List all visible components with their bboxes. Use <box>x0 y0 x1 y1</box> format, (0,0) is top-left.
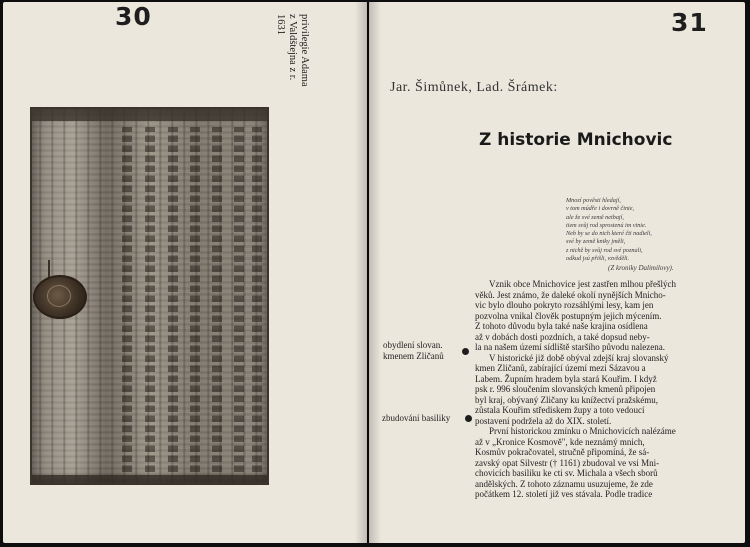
body-line: zůstala Kouřim střediskem župy a toto vedoucí <box>475 405 645 415</box>
epigraph-line: ale že své země netbají, <box>566 213 624 221</box>
body-line: chovicích basiliku ke cti sv. Michala a všech sborů <box>475 468 658 478</box>
epigraph-source: (Z kroniky Dalimilovy). <box>608 264 674 272</box>
body-line: Z tohoto důvodu byla také naše krajina osídlena <box>475 321 648 331</box>
margin-note-line: kmenem Zličanů <box>383 350 444 361</box>
epigraph-line: z nichž by svůj rod své poznali, <box>566 246 643 254</box>
body-line: Vznik obce Mnichovice jest zastřen mlhou přešlých <box>489 279 676 289</box>
page-number-right: 31 <box>671 8 708 37</box>
body-line: Kosmův pokračovatel, stručně připomíná, že sá- <box>475 447 650 457</box>
epigraph <box>566 197 716 263</box>
body-line: andělských. Z tohoto záznamu usuzujeme, že zde <box>475 478 653 489</box>
body-line: la na našem území sídliště staršího původu nalezena. <box>475 342 665 352</box>
margin-note-line: zbudování basiliky <box>382 413 451 423</box>
caption-line: 1631 <box>275 14 286 35</box>
body-line: kmen Zličanů, zabírající území mezi Sázavou a <box>475 363 646 373</box>
page-number-left: 30 <box>115 2 152 31</box>
margin-note <box>382 413 450 424</box>
epigraph-line: své by země kniky jměli, <box>566 238 626 246</box>
body-line: V historické již době obýval zdejší kraj slovanský <box>489 352 669 363</box>
margin-note-line: obydlení slovan. <box>383 340 443 350</box>
bullet-marker <box>465 415 472 422</box>
article-body <box>475 279 701 500</box>
body-line: vic bylo dlouho pokryto rozsáhlými lesy, kam jen <box>475 300 654 310</box>
body-line: postavení podržela až do XIX. století. <box>475 415 612 426</box>
body-line: byl kraj, obývaný Zličany ku knížectví pražskému, <box>475 394 658 405</box>
epigraph-line: v tom múdře i dovrně činie, <box>566 205 635 213</box>
body-line: počátkem 12. století již ves stávala. Podle tradice <box>475 489 653 499</box>
bullet-marker <box>462 348 469 355</box>
body-line: pozvolna vnikal člověk postupným jejich mýcením. <box>475 310 662 321</box>
margin-note <box>383 340 444 361</box>
body-line: až v dobách dosti pozdních, a také dopsud neby- <box>475 331 650 342</box>
article-title: Z historie Mnichovic <box>479 130 673 150</box>
body-line: První historickou zmínku o Mnichovicích nalézáme <box>489 426 676 436</box>
article-authors: Jar. Šimůnek, Lad. Šrámek: <box>390 80 558 95</box>
epigraph-line: Neb by se do nich které čti nadieli, <box>566 230 652 238</box>
body-line: až v „Kronice Kosmově", kde neznámý mnich, <box>475 436 645 447</box>
body-line: zavský opat Silvestr († 1161) zbudoval ve vsi Mni- <box>475 457 660 468</box>
caption-line: privilegie Adama <box>299 14 310 87</box>
epigraph-line: tiem svůj rod sprostenú im vinie. <box>566 221 647 229</box>
charter-photograph <box>30 107 269 485</box>
body-line: psk r. 996 sloučením slovanských kmenů připojen <box>475 384 656 394</box>
epigraph-line: Mnozí pověsti hledají, <box>566 197 621 204</box>
body-line: věků. Jest známo, že daleké okolí nynějších Mnicho- <box>475 289 666 300</box>
caption-line: z Valdštejna z r. <box>287 14 298 81</box>
body-line: Labem. Župním hradem byla stará Kouřim. I když <box>475 373 657 384</box>
epigraph-line: odkud jsú přišli, vzvěděli. <box>566 255 630 263</box>
figure-caption <box>222 14 310 87</box>
